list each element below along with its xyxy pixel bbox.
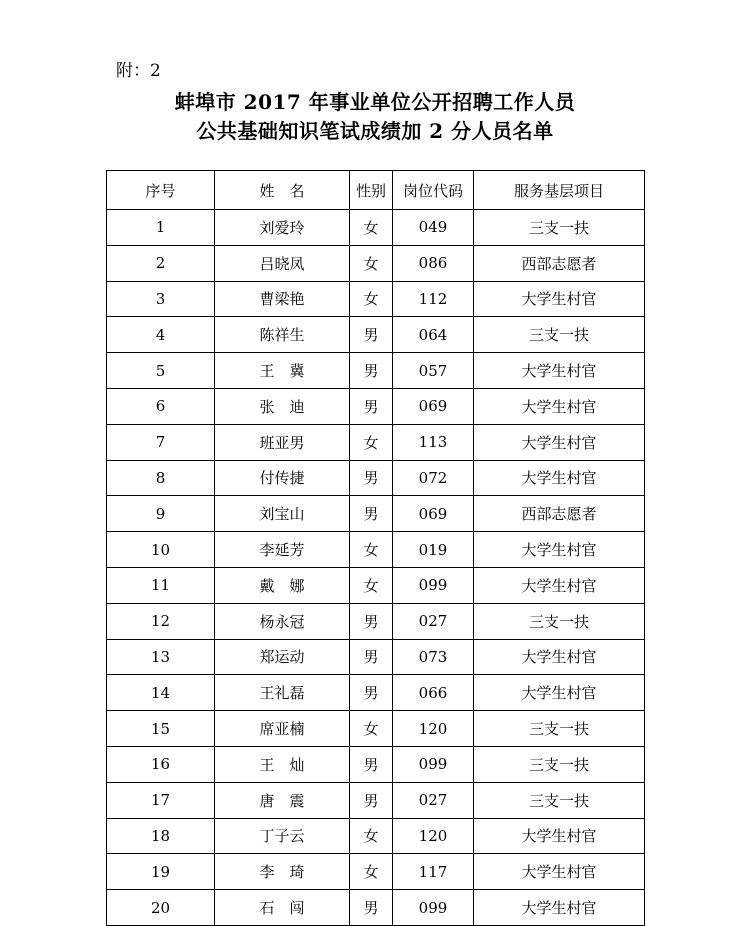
cell-service-project: 西部志愿者	[474, 496, 645, 532]
cell-serial: 10	[107, 532, 215, 568]
table-row	[107, 890, 645, 926]
cell-gender: 女	[350, 532, 393, 568]
cell-gender: 男	[350, 353, 393, 389]
cell-service-project: 大学生村官	[474, 818, 645, 854]
header-serial: 序号	[107, 171, 215, 210]
cell-serial: 3	[107, 281, 215, 317]
cell-serial: 12	[107, 603, 215, 639]
cell-name: 杨永冠	[215, 603, 350, 639]
cell-serial: 11	[107, 567, 215, 603]
cell-post-code: 072	[393, 460, 474, 496]
table-row	[107, 746, 645, 782]
cell-service-project: 大学生村官	[474, 639, 645, 675]
cell-service-project: 大学生村官	[474, 675, 645, 711]
cell-gender: 女	[350, 210, 393, 246]
cell-post-code: 099	[393, 890, 474, 926]
document-title-line1: 蚌埠市 2017 年事业单位公开招聘工作人员	[174, 90, 576, 114]
cell-service-project: 大学生村官	[474, 890, 645, 926]
table-row	[107, 567, 645, 603]
cell-service-project: 三支一扶	[474, 317, 645, 353]
cell-name: 郑运动	[215, 639, 350, 675]
table-row	[107, 424, 645, 460]
cell-post-code: 099	[393, 746, 474, 782]
cell-serial: 6	[107, 388, 215, 424]
cell-post-code: 027	[393, 603, 474, 639]
cell-serial: 20	[107, 890, 215, 926]
cell-post-code: 069	[393, 496, 474, 532]
cell-name: 王 冀	[215, 353, 350, 389]
header-name: 姓 名	[215, 171, 350, 210]
cell-serial: 9	[107, 496, 215, 532]
table-row	[107, 854, 645, 890]
table-row	[107, 711, 645, 747]
table-row	[107, 675, 645, 711]
cell-post-code: 019	[393, 532, 474, 568]
cell-post-code: 027	[393, 782, 474, 818]
cell-gender: 女	[350, 424, 393, 460]
cell-gender: 男	[350, 496, 393, 532]
cell-post-code: 064	[393, 317, 474, 353]
cell-name: 刘爱玲	[215, 210, 350, 246]
cell-serial: 7	[107, 424, 215, 460]
cell-service-project: 大学生村官	[474, 854, 645, 890]
header-service-project: 服务基层项目	[474, 171, 645, 210]
table-row	[107, 460, 645, 496]
cell-gender: 女	[350, 818, 393, 854]
cell-gender: 男	[350, 782, 393, 818]
cell-gender: 女	[350, 711, 393, 747]
cell-name: 刘宝山	[215, 496, 350, 532]
cell-name: 唐 震	[215, 782, 350, 818]
cell-name: 张 迪	[215, 388, 350, 424]
cell-post-code: 120	[393, 711, 474, 747]
cell-name: 石 闯	[215, 890, 350, 926]
cell-name: 王礼磊	[215, 675, 350, 711]
cell-post-code: 073	[393, 639, 474, 675]
cell-service-project: 三支一扶	[474, 603, 645, 639]
cell-service-project: 三支一扶	[474, 782, 645, 818]
cell-name: 吕晓凤	[215, 245, 350, 281]
cell-post-code: 120	[393, 818, 474, 854]
cell-service-project: 大学生村官	[474, 424, 645, 460]
cell-post-code: 113	[393, 424, 474, 460]
cell-service-project: 三支一扶	[474, 711, 645, 747]
cell-serial: 15	[107, 711, 215, 747]
cell-service-project: 大学生村官	[474, 281, 645, 317]
cell-post-code: 069	[393, 388, 474, 424]
cell-gender: 男	[350, 460, 393, 496]
cell-service-project: 大学生村官	[474, 353, 645, 389]
header-gender: 性别	[350, 171, 393, 210]
cell-service-project: 西部志愿者	[474, 245, 645, 281]
table-row	[107, 353, 645, 389]
cell-gender: 男	[350, 639, 393, 675]
cell-serial: 5	[107, 353, 215, 389]
cell-service-project: 大学生村官	[474, 532, 645, 568]
cell-gender: 男	[350, 746, 393, 782]
table-row	[107, 317, 645, 353]
table-row	[107, 496, 645, 532]
cell-service-project: 大学生村官	[474, 567, 645, 603]
cell-serial: 17	[107, 782, 215, 818]
table-row	[107, 281, 645, 317]
table-row	[107, 388, 645, 424]
cell-name: 李延芳	[215, 532, 350, 568]
cell-serial: 8	[107, 460, 215, 496]
table-row	[107, 818, 645, 854]
cell-serial: 13	[107, 639, 215, 675]
cell-post-code: 057	[393, 353, 474, 389]
cell-serial: 19	[107, 854, 215, 890]
document-title-line2: 公共基础知识笔试成绩加 2 分人员名单	[196, 119, 554, 143]
cell-post-code: 099	[393, 567, 474, 603]
cell-name: 席亚楠	[215, 711, 350, 747]
cell-service-project: 大学生村官	[474, 460, 645, 496]
cell-gender: 男	[350, 890, 393, 926]
cell-name: 丁子云	[215, 818, 350, 854]
table-row	[107, 639, 645, 675]
cell-name: 曹梁艳	[215, 281, 350, 317]
personnel-table	[106, 170, 645, 926]
cell-name: 王 灿	[215, 746, 350, 782]
cell-name: 班亚男	[215, 424, 350, 460]
cell-service-project: 三支一扶	[474, 746, 645, 782]
cell-post-code: 049	[393, 210, 474, 246]
table-row	[107, 245, 645, 281]
cell-serial: 18	[107, 818, 215, 854]
cell-post-code: 086	[393, 245, 474, 281]
cell-serial: 14	[107, 675, 215, 711]
cell-service-project: 大学生村官	[474, 388, 645, 424]
table-header-row	[107, 171, 645, 210]
header-post-code: 岗位代码	[393, 171, 474, 210]
cell-gender: 男	[350, 603, 393, 639]
cell-gender: 男	[350, 317, 393, 353]
cell-serial: 16	[107, 746, 215, 782]
cell-name: 付传捷	[215, 460, 350, 496]
cell-gender: 男	[350, 675, 393, 711]
cell-gender: 女	[350, 245, 393, 281]
table-row	[107, 603, 645, 639]
table-row	[107, 532, 645, 568]
cell-gender: 女	[350, 854, 393, 890]
cell-post-code: 066	[393, 675, 474, 711]
cell-name: 戴 娜	[215, 567, 350, 603]
cell-post-code: 112	[393, 281, 474, 317]
cell-serial: 4	[107, 317, 215, 353]
cell-gender: 女	[350, 281, 393, 317]
table-row	[107, 782, 645, 818]
cell-name: 李 琦	[215, 854, 350, 890]
cell-gender: 男	[350, 388, 393, 424]
annex-label: 附：2	[116, 61, 161, 81]
table-row	[107, 210, 645, 246]
cell-gender: 女	[350, 567, 393, 603]
cell-serial: 2	[107, 245, 215, 281]
cell-post-code: 117	[393, 854, 474, 890]
cell-name: 陈祥生	[215, 317, 350, 353]
cell-serial: 1	[107, 210, 215, 246]
cell-service-project: 三支一扶	[474, 210, 645, 246]
